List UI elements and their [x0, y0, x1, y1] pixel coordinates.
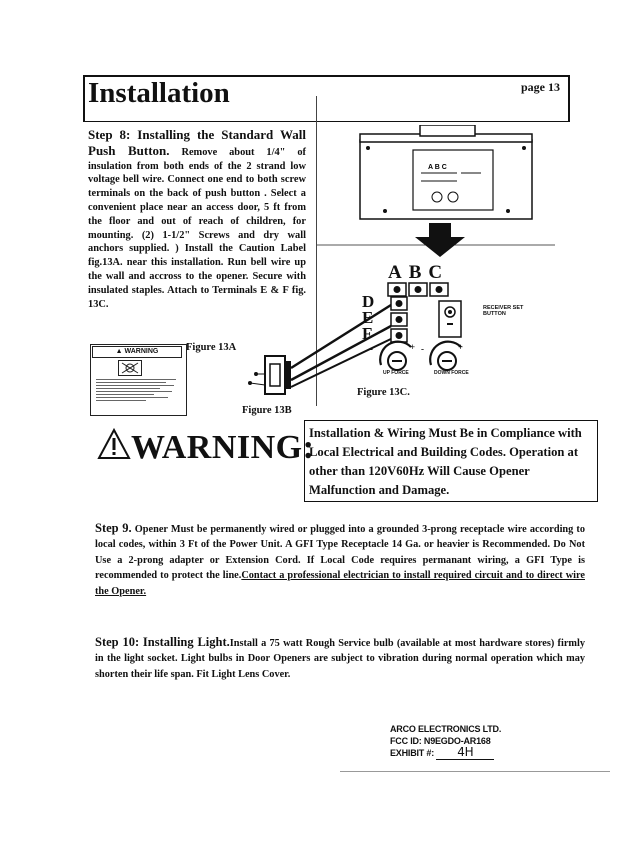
figure-13a-caption: Figure 13A [186, 342, 237, 353]
step10-paragraph [95, 635, 585, 682]
terminal-letters-def: D E F [362, 292, 375, 343]
down-force-minus: - [421, 344, 424, 354]
down-arrow-icon [415, 223, 465, 257]
step9-underlined-note: Contact a professional electrician to install required circuit and to direct wire the Opener. [95, 570, 585, 597]
up-force-label: UP FORCE [383, 370, 409, 376]
up-force-dial [380, 342, 411, 370]
receiver-set-button [439, 301, 461, 337]
opener-small-letters: A B C [428, 164, 447, 171]
receiver-set-label: RECEIVER SET BUTTON [483, 305, 524, 317]
caution-label-fine-print [96, 377, 180, 411]
down-force-label: DOWN FORCE [434, 370, 469, 376]
caution-label-header: ▲ WARNING [92, 346, 182, 358]
step9-heading: Step 9. [95, 521, 132, 535]
exhibit-line: EXHIBIT #: 4H [390, 747, 501, 760]
figure-13c-caption: Figure 13C. [357, 387, 410, 398]
figure-13b-caption: Figure 13B [242, 405, 292, 416]
company-name: ARCO ELECTRONICS LTD. [390, 724, 502, 734]
step8-body: Remove about 1/4" of insulation from both ends of the 2 strand low voltage bell wire. Connect one end to both screw terminals on the back of push button . Select a convenient place near an access door, 5 ft from the floor and out of reach of children, for mounting. (2) 1-1/2" Screws and dry wall anchors supplied. ) Install the Caution Label fig.13A. near this installation. Run bell wire up the wall and accross to the opener. Secure with insulated staples. Attach to Terminals E & F fig. 13C. [88, 146, 306, 310]
bell-wire [291, 305, 395, 387]
terminal-strip-abc [388, 283, 448, 296]
terminal-letters-abc: ABC [388, 262, 450, 283]
up-force-minus: - [370, 344, 373, 354]
page-title: Installation [88, 77, 230, 109]
warning-heading: WARNING: [97, 428, 314, 467]
up-force-plus: + [410, 342, 416, 352]
down-force-dial [430, 342, 464, 370]
down-force-plus: + [458, 342, 464, 352]
wall-push-button [248, 356, 291, 394]
step10-body: Install a 75 watt Rough Service bulb (available at most hardware stores) firmly in the light socket. Light bulbs in Door Openers are subject to vibration during normal operation which may shorten their life span. Fit Light Lens Cover. [95, 638, 585, 680]
step9-paragraph [95, 521, 585, 599]
warning-box: Installation & Wiring Must Be in Compliance with Local Electrical and Building Codes. Operation at other than 120V60Hz Will Cause Opener Malfunction and Damage. [304, 420, 598, 502]
warning-triangle-icon [97, 428, 131, 460]
exhibit-number: 4H [436, 747, 494, 760]
footer-rule [340, 771, 610, 772]
terminal-strip-def [391, 297, 407, 342]
step9-body: Opener Must be permanently wired or plugged into a grounded 3-prong receptacle wire according to local codes, within 3 Ft of the Power Unit. A GFI Type Receptacle 14 Ga. or heavier is Recommended. Do Not Use a 2-prong adapter or Extension Cord. If Local Code requires permanant wiring, a GFI Type is recommended to protect the line. [95, 524, 585, 582]
step10-heading: Step 10: Installing Light. [95, 635, 230, 649]
opener-unit [360, 125, 532, 219]
fcc-exhibit-block [390, 724, 501, 760]
page-number: page 13 [521, 80, 560, 94]
hazard-icon [118, 360, 142, 376]
fcc-id: FCC ID: N9EGDO-AR168 [390, 735, 491, 746]
step8-heading: Step 8: Installing the Standard Wall Push Button. [88, 127, 306, 158]
